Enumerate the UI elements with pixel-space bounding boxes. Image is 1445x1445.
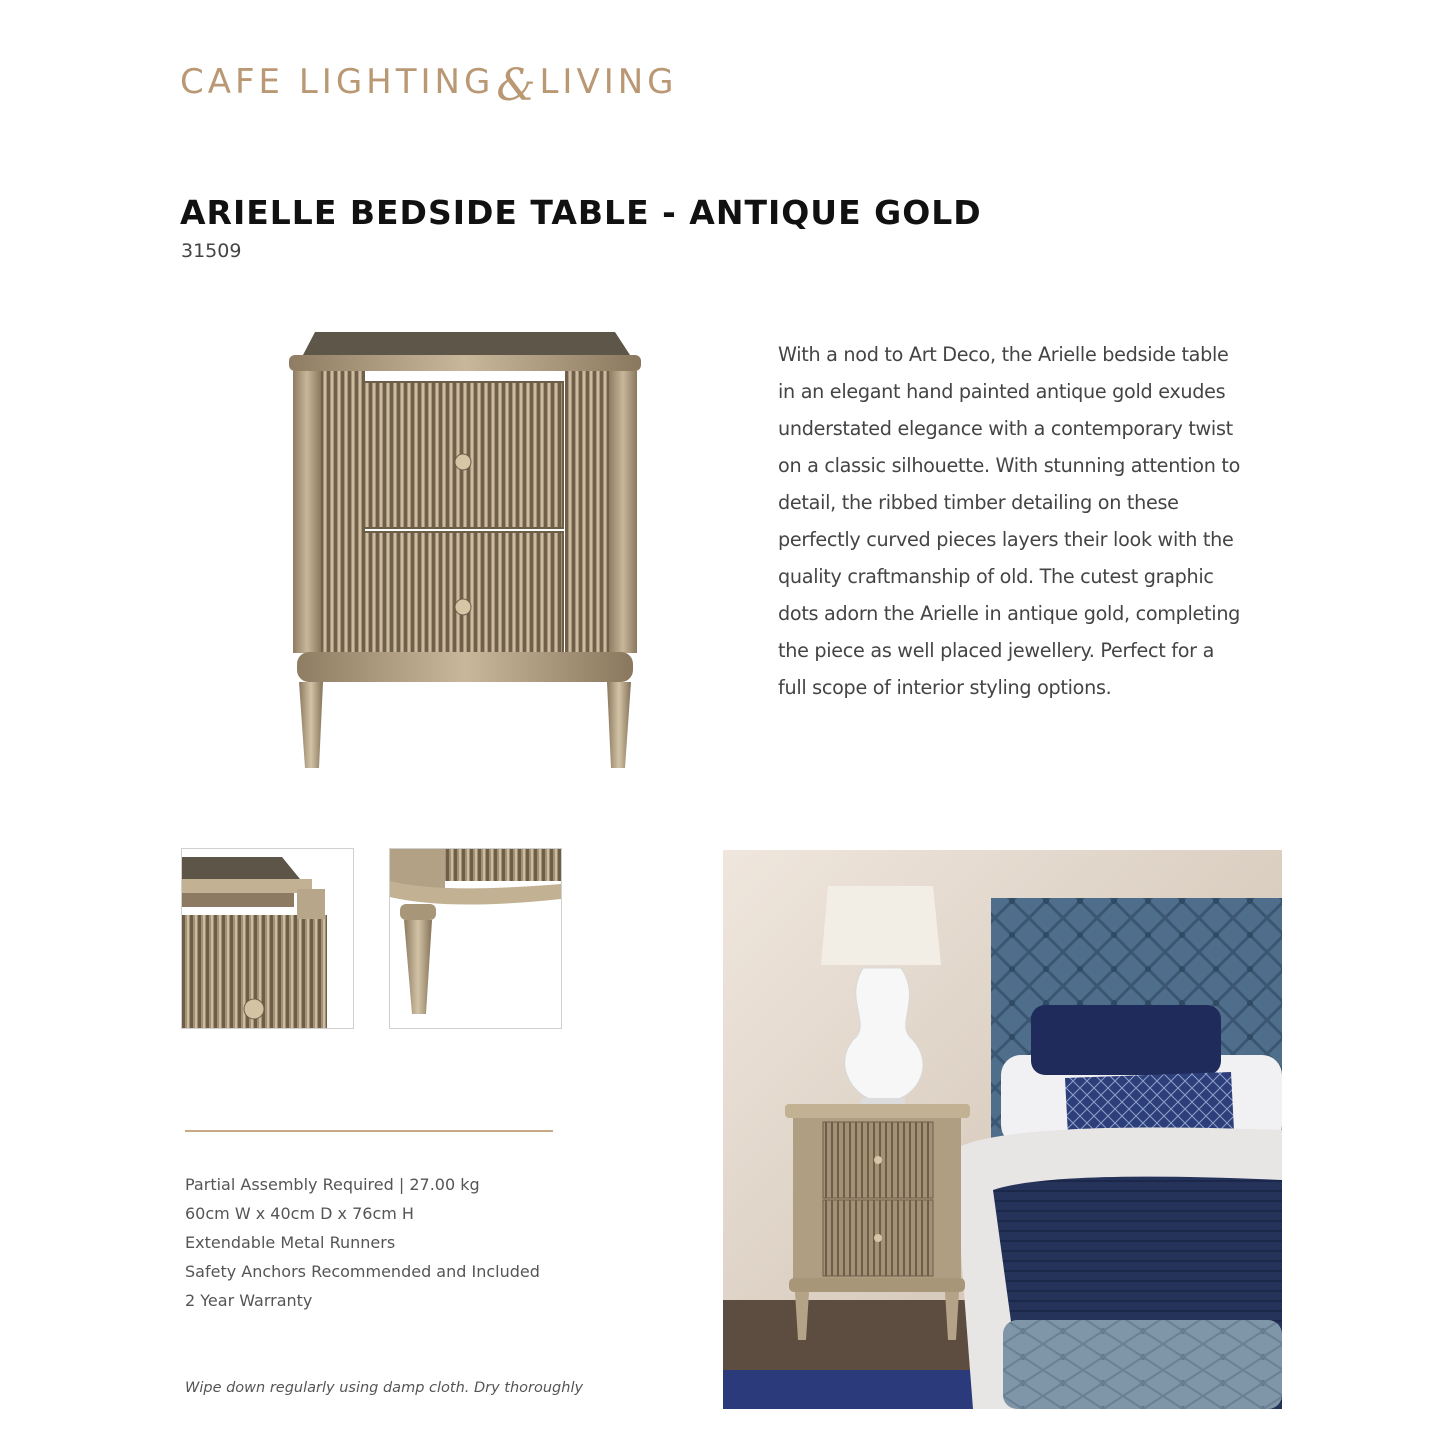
- spec-item: Safety Anchors Recommended and Included: [185, 1262, 540, 1281]
- room-lifestyle-photo: [723, 850, 1282, 1409]
- brand-logo-ampersand: &: [496, 60, 536, 111]
- care-instructions: Wipe down regularly using damp cloth. Dry thoroughly: [185, 1380, 584, 1396]
- spec-item: 2 Year Warranty: [185, 1291, 313, 1310]
- specs-list: [185, 1170, 540, 1315]
- product-main-image: [285, 330, 645, 770]
- product-sku: 31509: [181, 240, 242, 262]
- thumbnail-leg-detail-image: [390, 849, 561, 1028]
- spec-item: Partial Assembly Required | 27.00 kg: [185, 1175, 480, 1194]
- brand-logo: [180, 56, 678, 111]
- product-description: With a nod to Art Deco, the Arielle bedside table in an elegant hand painted antique gold exudes understated elegance with a contemporary twist on a classic silhouette. With stunning attention to detail, the ribbed timber detailing on these perfectly curved pieces layers their look with the quality craftmanship of old. The cutest graphic dots adorn the Arielle in antique gold, completing the piece as well placed jewellery. Perfect for a full scope of interior styling options.: [778, 343, 1241, 699]
- thumbnail-top-corner[interactable]: [181, 848, 354, 1029]
- spec-item: 60cm W x 40cm D x 76cm H: [185, 1204, 414, 1223]
- product-title: ARIELLE BEDSIDE TABLE - ANTIQUE GOLD: [180, 193, 982, 232]
- spec-item: Extendable Metal Runners: [185, 1233, 396, 1252]
- room-lifestyle-image: [723, 850, 1282, 1409]
- brand-logo-text-1: CAFE LIGHTING: [180, 61, 495, 102]
- thumbnail-leg-detail[interactable]: [389, 848, 562, 1029]
- specs-divider: [185, 1130, 553, 1132]
- thumbnail-top-corner-image: [182, 849, 353, 1028]
- brand-logo-text-2: LIVING: [539, 61, 678, 102]
